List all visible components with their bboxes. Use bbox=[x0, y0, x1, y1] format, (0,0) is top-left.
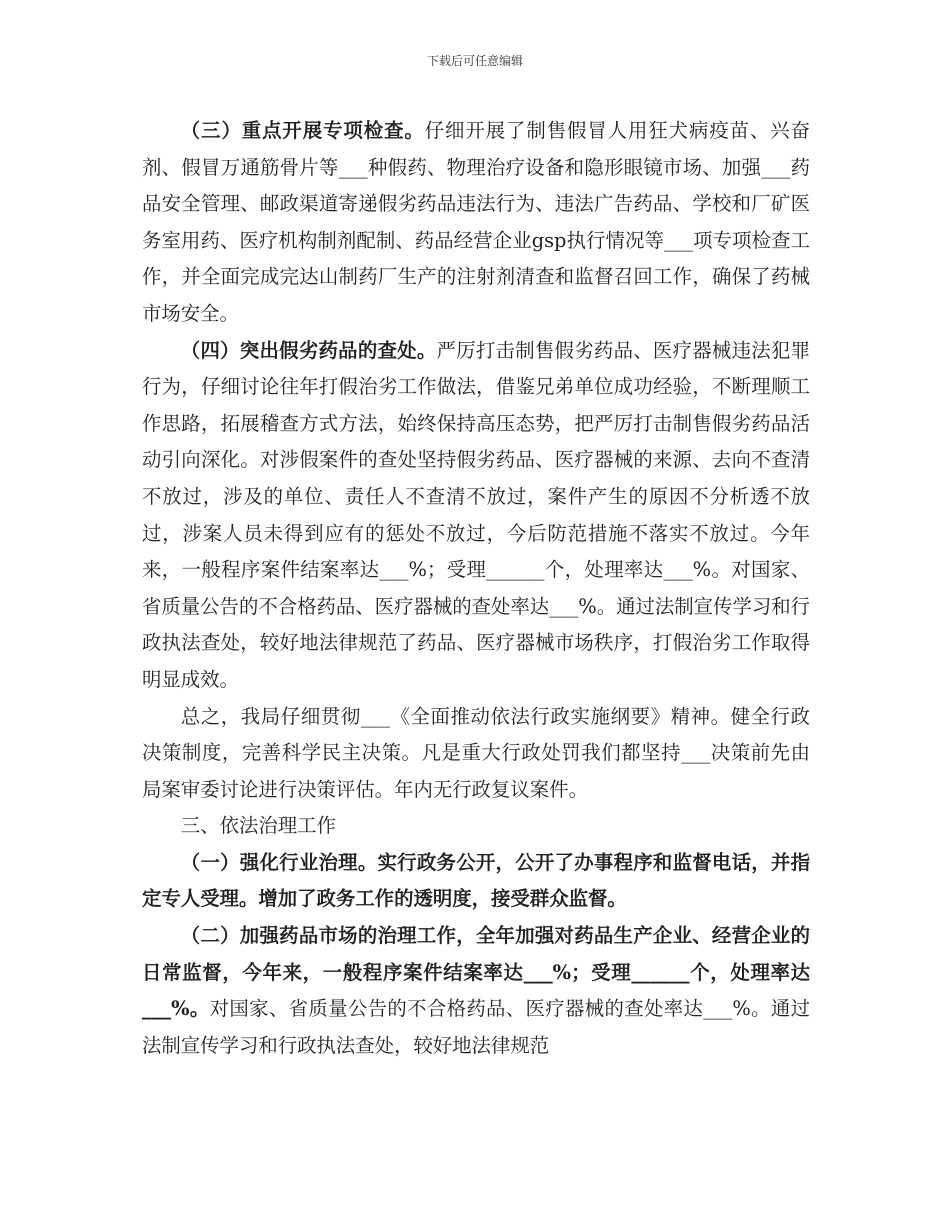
paragraph-counterfeit-investigation bbox=[142, 333, 810, 699]
document-body bbox=[142, 113, 810, 1064]
paragraph-industry-governance: （一）强化行业治理。实行政务公开，公开了办事程序和监督电话，并指定专人受理。增加了政务工作的透明度，接受群众监督。 bbox=[142, 850, 810, 911]
paragraph-market-governance bbox=[142, 918, 810, 1064]
paragraph-lead: （三）重点开展专项检查。 bbox=[180, 119, 425, 142]
paragraph-special-inspection bbox=[142, 113, 810, 333]
paragraph-text: 严厉打击制售假劣药品、医疗器械违法犯罪行为，仔细讨论往年打假治劣工作做法，借鉴兄弟单位成功经验，不断理顺工作思路，拓展稽查方式方法，始终保持高压态势，把严厉打击制售假劣药品活动引向深化。对涉假案件的查处坚持假劣药品、医疗器械的来源、去向不查清不放过，涉及的单位、责任人不查清不放过，案件产生的原因不分析透不放过，涉案人员未得到应有的惩处不放过，今后防范措施不落实不放过。今年来，一般程序案件结案率达___%；受理______个，处理率达___%。对国家、省质量公告的不合格药品、医疗器械的查处率达___%。通过法制宣传学习和行政执法查处，较好地法律规范了药品、医疗器械市场秩序，打假治劣工作取得明显成效。 bbox=[142, 338, 811, 691]
page-header: 下载后可任意编辑 bbox=[426, 54, 523, 68]
section-heading-governance: 三、依法治理工作 bbox=[180, 814, 336, 838]
paragraph-text: 对国家、省质量公告的不合格药品、医疗器械的查处率达___%。通过法制宣传学习和行政执法查处，较好地法律规范 bbox=[142, 997, 811, 1057]
paragraph-lead: （四）突出假劣药品的查处。 bbox=[180, 338, 437, 362]
paragraph-text: 仔细开展了制售假冒人用狂犬病疫苗、兴奋剂、假冒万通筋骨片等___种假药、物理治疗设备和隐形眼镜市场、加强___药品安全管理、邮政渠道寄递假劣药品违法行为、违法广告药品、学校和厂矿医务室用药、医疗机构制剂配制、药品经营企业gsp执行情况等___项专项检查工作，并全面完成完达山制药厂生产的注射剂清查和监督召回工作，确保了药械市场安全。 bbox=[142, 119, 811, 325]
paragraph-summary: 总之，我局仔细贯彻___《全面推动依法行政实施纲要》精神。健全行政决策制度，完善科学民主决策。凡是重大行政处罚我们都坚持___决策前先由局案审委讨论进行决策评估。年内无行政复议案件。 bbox=[142, 704, 810, 801]
paragraph-lead: （二）加强药品市场的治理工作，全年加强对药品生产企业、经营企业的日常监督，今年来，一般程序案件结案率达___%；受理______个，处理率达___%。 bbox=[142, 924, 810, 1021]
